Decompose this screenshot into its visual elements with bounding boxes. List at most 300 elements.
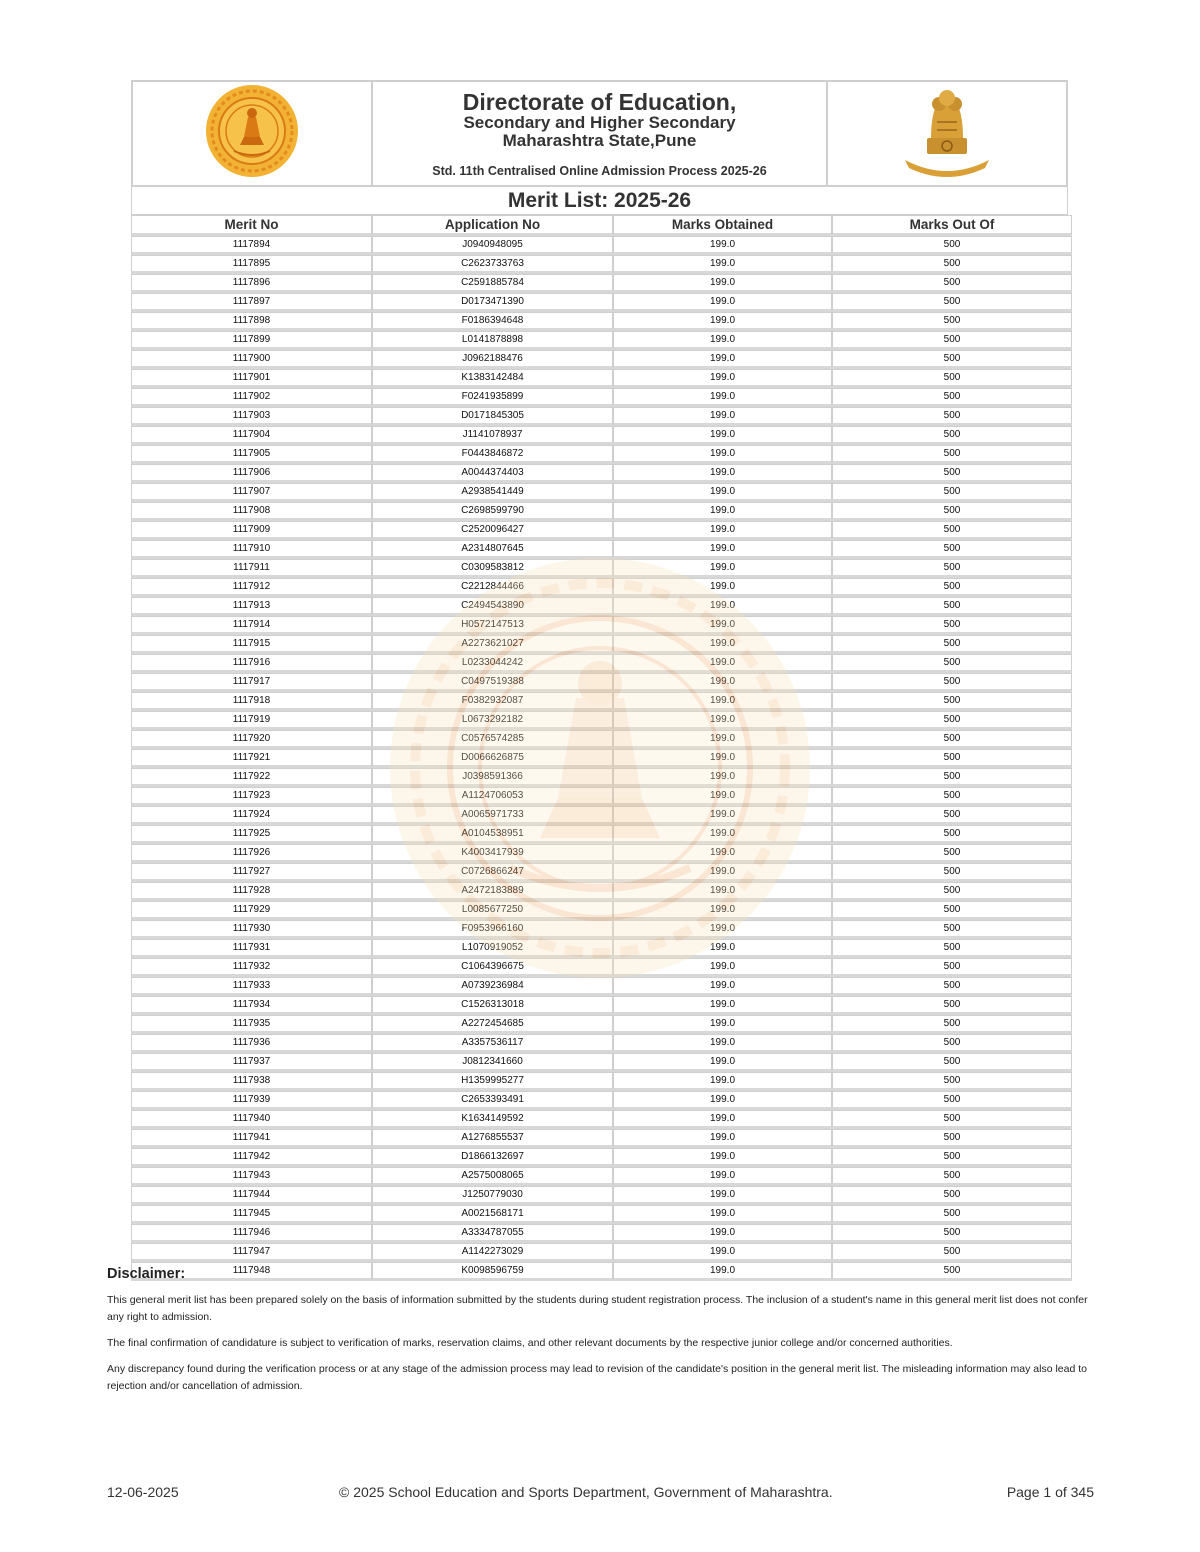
merit-no-cell: 1117931 — [131, 939, 372, 958]
marks-out-of-cell: 500 — [832, 1034, 1072, 1053]
merit-no-cell: 1117947 — [131, 1243, 372, 1262]
table-row — [131, 863, 1072, 882]
marks-out-of-cell: 500 — [832, 255, 1072, 274]
disclaimer-section — [107, 1266, 1097, 1404]
merit-no-cell: 1117912 — [131, 578, 372, 597]
merit-no-cell: 1117921 — [131, 749, 372, 768]
application-no-cell: H0572147513 — [372, 616, 613, 635]
marks-out-of-cell: 500 — [832, 1167, 1072, 1186]
footer-copyright: © 2025 School Education and Sports Department, Government of Maharashtra. — [339, 1484, 833, 1500]
application-no-cell: F0953966160 — [372, 920, 613, 939]
application-no-cell: D0171845305 — [372, 407, 613, 426]
ashoka-emblem-icon — [897, 82, 997, 180]
application-no-cell: C2591885784 — [372, 274, 613, 293]
application-no-cell: F0186394648 — [372, 312, 613, 331]
application-no-cell: K1383142484 — [372, 369, 613, 388]
table-row — [131, 1167, 1072, 1186]
marks-out-of-cell: 500 — [832, 502, 1072, 521]
merit-no-cell: 1117913 — [131, 597, 372, 616]
table-row — [131, 977, 1072, 996]
marks-obtained-cell: 199.0 — [613, 939, 832, 958]
marks-obtained-cell: 199.0 — [613, 597, 832, 616]
table-row — [131, 350, 1072, 369]
merit-no-cell: 1117909 — [131, 521, 372, 540]
marks-obtained-cell: 199.0 — [613, 236, 832, 255]
disclaimer-heading: Disclaimer: — [107, 1266, 186, 1282]
application-no-cell: F0241935899 — [372, 388, 613, 407]
merit-no-cell: 1117941 — [131, 1129, 372, 1148]
marks-obtained-cell: 199.0 — [613, 768, 832, 787]
merit-no-cell: 1117927 — [131, 863, 372, 882]
marks-obtained-cell: 199.0 — [613, 977, 832, 996]
marks-obtained-cell: 199.0 — [613, 616, 832, 635]
marks-out-of-cell: 500 — [832, 464, 1072, 483]
table-row — [131, 825, 1072, 844]
table-row — [131, 768, 1072, 787]
application-no-cell: L1070919052 — [372, 939, 613, 958]
merit-no-cell: 1117940 — [131, 1110, 372, 1129]
table-row — [131, 787, 1072, 806]
marks-out-of-cell: 500 — [832, 1110, 1072, 1129]
marks-out-of-cell: 500 — [832, 920, 1072, 939]
marks-out-of-cell: 500 — [832, 1205, 1072, 1224]
marks-out-of-cell: 500 — [832, 1186, 1072, 1205]
table-row — [131, 1186, 1072, 1205]
marks-out-of-cell: 500 — [832, 749, 1072, 768]
application-no-cell: J0812341660 — [372, 1053, 613, 1072]
marks-obtained-cell: 199.0 — [613, 1186, 832, 1205]
merit-list-document — [131, 80, 1068, 1281]
merit-no-cell: 1117943 — [131, 1167, 372, 1186]
table-row — [131, 616, 1072, 635]
marks-obtained-cell: 199.0 — [613, 1262, 832, 1281]
application-no-cell: K0098596759 — [372, 1262, 613, 1281]
table-row — [131, 597, 1072, 616]
application-no-cell: J1250779030 — [372, 1186, 613, 1205]
table-row — [131, 1091, 1072, 1110]
marks-out-of-cell: 500 — [832, 1262, 1072, 1281]
merit-no-cell: 1117938 — [131, 1072, 372, 1091]
marks-obtained-cell: 199.0 — [613, 1167, 832, 1186]
marks-obtained-cell: 199.0 — [613, 464, 832, 483]
table-row — [131, 844, 1072, 863]
marks-out-of-cell: 500 — [832, 331, 1072, 350]
merit-no-cell: 1117946 — [131, 1224, 372, 1243]
merit-list-title: Merit List: 2025-26 — [131, 187, 1068, 215]
table-row — [131, 749, 1072, 768]
marks-obtained-cell: 199.0 — [613, 749, 832, 768]
application-no-cell: A3334787055 — [372, 1224, 613, 1243]
merit-no-cell: 1117945 — [131, 1205, 372, 1224]
marks-obtained-cell: 199.0 — [613, 578, 832, 597]
application-no-cell: C2212844466 — [372, 578, 613, 597]
application-no-cell: A0044374403 — [372, 464, 613, 483]
marks-obtained-cell: 199.0 — [613, 312, 832, 331]
merit-no-cell: 1117926 — [131, 844, 372, 863]
merit-no-cell: 1117935 — [131, 1015, 372, 1034]
marks-out-of-cell: 500 — [832, 578, 1072, 597]
marks-obtained-cell: 199.0 — [613, 673, 832, 692]
table-row — [131, 559, 1072, 578]
merit-no-cell: 1117900 — [131, 350, 372, 369]
application-no-cell: D0066626875 — [372, 749, 613, 768]
merit-no-cell: 1117895 — [131, 255, 372, 274]
table-row — [131, 1205, 1072, 1224]
column-header-application-no: Application No — [372, 215, 613, 236]
application-no-cell: A0021568171 — [372, 1205, 613, 1224]
merit-no-cell: 1117924 — [131, 806, 372, 825]
header-table — [131, 80, 1068, 187]
application-no-cell: F0382932087 — [372, 692, 613, 711]
merit-no-cell: 1117923 — [131, 787, 372, 806]
marks-out-of-cell: 500 — [832, 445, 1072, 464]
marks-out-of-cell: 500 — [832, 1091, 1072, 1110]
marks-out-of-cell: 500 — [832, 825, 1072, 844]
marks-obtained-cell: 199.0 — [613, 901, 832, 920]
marks-obtained-cell: 199.0 — [613, 1110, 832, 1129]
merit-no-cell: 1117930 — [131, 920, 372, 939]
merit-no-cell: 1117894 — [131, 236, 372, 255]
table-row — [131, 236, 1072, 255]
application-no-cell: A2273621027 — [372, 635, 613, 654]
application-no-cell: K1634149592 — [372, 1110, 613, 1129]
table-row — [131, 502, 1072, 521]
marks-obtained-cell: 199.0 — [613, 426, 832, 445]
application-no-cell: C0309583812 — [372, 559, 613, 578]
marks-obtained-cell: 199.0 — [613, 1091, 832, 1110]
application-no-cell: A1124706053 — [372, 787, 613, 806]
table-row — [131, 901, 1072, 920]
merit-no-cell: 1117936 — [131, 1034, 372, 1053]
footer-date: 12-06-2025 — [107, 1484, 179, 1500]
disclaimer-paragraph-3: Any discrepancy found during the verification process or at any stage of the admission process may lead to revision of the candidate's position in the general merit list. The misleading information may also lead to rejection and/or cancellation of admission. — [107, 1363, 1088, 1392]
application-no-cell: A2938541449 — [372, 483, 613, 502]
merit-no-cell: 1117914 — [131, 616, 372, 635]
table-row — [131, 730, 1072, 749]
application-no-cell: C0497519388 — [372, 673, 613, 692]
marks-out-of-cell: 500 — [832, 426, 1072, 445]
marks-obtained-cell: 199.0 — [613, 445, 832, 464]
merit-no-cell: 1117939 — [131, 1091, 372, 1110]
marks-out-of-cell: 500 — [832, 730, 1072, 749]
maharashtra-seal-icon — [204, 83, 300, 179]
merit-table — [131, 215, 1072, 1281]
header-title-cell — [372, 81, 828, 186]
application-no-cell: A2272454685 — [372, 1015, 613, 1034]
table-row — [131, 1015, 1072, 1034]
column-header-marks-out-of: Marks Out Of — [832, 215, 1072, 236]
marks-obtained-cell: 199.0 — [613, 920, 832, 939]
table-row — [131, 331, 1072, 350]
marks-out-of-cell: 500 — [832, 863, 1072, 882]
marks-obtained-cell: 199.0 — [613, 825, 832, 844]
application-no-cell: J0398591366 — [372, 768, 613, 787]
marks-obtained-cell: 199.0 — [613, 996, 832, 1015]
application-no-cell: L0233044242 — [372, 654, 613, 673]
marks-out-of-cell: 500 — [832, 293, 1072, 312]
marks-out-of-cell: 500 — [832, 1243, 1072, 1262]
table-row — [131, 369, 1072, 388]
table-row — [131, 445, 1072, 464]
table-row — [131, 1053, 1072, 1072]
application-no-cell: C1526313018 — [372, 996, 613, 1015]
marks-obtained-cell: 199.0 — [613, 540, 832, 559]
table-row — [131, 1148, 1072, 1167]
column-header-merit-no: Merit No — [131, 215, 372, 236]
marks-out-of-cell: 500 — [832, 768, 1072, 787]
marks-out-of-cell: 500 — [832, 787, 1072, 806]
admission-process-title: Std. 11th Centralised Online Admission Process 2025-26 — [432, 163, 767, 178]
marks-out-of-cell: 500 — [832, 369, 1072, 388]
table-row — [131, 464, 1072, 483]
merit-no-cell: 1117898 — [131, 312, 372, 331]
marks-out-of-cell: 500 — [832, 654, 1072, 673]
table-row — [131, 673, 1072, 692]
application-no-cell: C2520096427 — [372, 521, 613, 540]
marks-obtained-cell: 199.0 — [613, 730, 832, 749]
merit-no-cell: 1117933 — [131, 977, 372, 996]
marks-obtained-cell: 199.0 — [613, 654, 832, 673]
marks-out-of-cell: 500 — [832, 1072, 1072, 1091]
application-no-cell: D0173471390 — [372, 293, 613, 312]
application-no-cell: C1064396675 — [372, 958, 613, 977]
application-no-cell: L0085677250 — [372, 901, 613, 920]
marks-out-of-cell: 500 — [832, 673, 1072, 692]
table-row — [131, 255, 1072, 274]
merit-no-cell: 1117922 — [131, 768, 372, 787]
merit-no-cell: 1117910 — [131, 540, 372, 559]
table-row — [131, 483, 1072, 502]
table-row — [131, 407, 1072, 426]
marks-out-of-cell: 500 — [832, 1053, 1072, 1072]
column-header-marks-obtained: Marks Obtained — [613, 215, 832, 236]
merit-no-cell: 1117934 — [131, 996, 372, 1015]
table-row — [131, 882, 1072, 901]
table-row — [131, 939, 1072, 958]
table-body — [131, 236, 1072, 1281]
merit-no-cell: 1117906 — [131, 464, 372, 483]
application-no-cell: A2314807645 — [372, 540, 613, 559]
marks-obtained-cell: 199.0 — [613, 1243, 832, 1262]
marks-obtained-cell: 199.0 — [613, 882, 832, 901]
marks-obtained-cell: 199.0 — [613, 958, 832, 977]
marks-obtained-cell: 199.0 — [613, 559, 832, 578]
application-no-cell: L0141878898 — [372, 331, 613, 350]
merit-no-cell: 1117942 — [131, 1148, 372, 1167]
marks-out-of-cell: 500 — [832, 1015, 1072, 1034]
table-row — [131, 996, 1072, 1015]
table-row — [131, 1224, 1072, 1243]
marks-out-of-cell: 500 — [832, 312, 1072, 331]
disclaimer-paragraph-2: The final confirmation of candidature is subject to verification of marks, reservation claims, and other relevant documents by the respective junior college and/or concerned authorities. — [107, 1337, 953, 1349]
table-row — [131, 1129, 1072, 1148]
application-no-cell: C2494543890 — [372, 597, 613, 616]
application-no-cell: C0726866247 — [372, 863, 613, 882]
marks-out-of-cell: 500 — [832, 939, 1072, 958]
marks-out-of-cell: 500 — [832, 407, 1072, 426]
marks-obtained-cell: 199.0 — [613, 521, 832, 540]
application-no-cell: A0739236984 — [372, 977, 613, 996]
table-row — [131, 711, 1072, 730]
application-no-cell: A1276855537 — [372, 1129, 613, 1148]
merit-no-cell: 1117901 — [131, 369, 372, 388]
table-row — [131, 540, 1072, 559]
marks-out-of-cell: 500 — [832, 521, 1072, 540]
marks-obtained-cell: 199.0 — [613, 483, 832, 502]
application-no-cell: F0443846872 — [372, 445, 613, 464]
application-no-cell: A1142273029 — [372, 1243, 613, 1262]
application-no-cell: A3357536117 — [372, 1034, 613, 1053]
merit-no-cell: 1117897 — [131, 293, 372, 312]
merit-no-cell: 1117919 — [131, 711, 372, 730]
disclaimer-paragraph-1: This general merit list has been prepared solely on the basis of information submitted by the students during student registration process. The inclusion of a student's name in this general merit list does not confer any right to admission. — [107, 1294, 1088, 1323]
table-row — [131, 312, 1072, 331]
marks-out-of-cell: 500 — [832, 958, 1072, 977]
directorate-title: Directorate of Education, — [462, 88, 737, 115]
footer-page-number: Page 1 of 345 — [1006, 1484, 1094, 1500]
merit-no-cell: 1117928 — [131, 882, 372, 901]
right-logo-cell — [827, 81, 1067, 186]
marks-out-of-cell: 500 — [832, 844, 1072, 863]
marks-out-of-cell: 500 — [832, 901, 1072, 920]
table-row — [131, 654, 1072, 673]
marks-out-of-cell: 500 — [832, 977, 1072, 996]
application-no-cell: D1866132697 — [372, 1148, 613, 1167]
merit-no-cell: 1117903 — [131, 407, 372, 426]
application-no-cell: A0065971733 — [372, 806, 613, 825]
merit-no-cell: 1117904 — [131, 426, 372, 445]
application-no-cell: C0576574285 — [372, 730, 613, 749]
marks-out-of-cell: 500 — [832, 996, 1072, 1015]
table-row — [131, 958, 1072, 977]
table-row — [131, 1072, 1072, 1091]
table-row — [131, 426, 1072, 445]
marks-obtained-cell: 199.0 — [613, 407, 832, 426]
marks-obtained-cell: 199.0 — [613, 369, 832, 388]
marks-obtained-cell: 199.0 — [613, 692, 832, 711]
marks-obtained-cell: 199.0 — [613, 1129, 832, 1148]
marks-obtained-cell: 199.0 — [613, 863, 832, 882]
merit-no-cell: 1117948 — [131, 1262, 372, 1281]
marks-obtained-cell: 199.0 — [613, 635, 832, 654]
marks-obtained-cell: 199.0 — [613, 274, 832, 293]
application-no-cell: A2575008065 — [372, 1167, 613, 1186]
marks-obtained-cell: 199.0 — [613, 293, 832, 312]
table-row — [131, 1243, 1072, 1262]
merit-no-cell: 1117944 — [131, 1186, 372, 1205]
application-no-cell: A2472183889 — [372, 882, 613, 901]
table-row — [131, 920, 1072, 939]
marks-obtained-cell: 199.0 — [613, 350, 832, 369]
table-row — [131, 806, 1072, 825]
table-row — [131, 521, 1072, 540]
application-no-cell: C2623733763 — [372, 255, 613, 274]
marks-obtained-cell: 199.0 — [613, 1205, 832, 1224]
application-no-cell: H1359995277 — [372, 1072, 613, 1091]
directorate-location: Maharashtra State,Pune — [502, 130, 697, 150]
marks-obtained-cell: 199.0 — [613, 502, 832, 521]
marks-out-of-cell: 500 — [832, 597, 1072, 616]
merit-no-cell: 1117896 — [131, 274, 372, 293]
marks-obtained-cell: 199.0 — [613, 331, 832, 350]
marks-obtained-cell: 199.0 — [613, 711, 832, 730]
marks-out-of-cell: 500 — [832, 236, 1072, 255]
application-no-cell: J1141078937 — [372, 426, 613, 445]
application-no-cell: A0104538951 — [372, 825, 613, 844]
marks-out-of-cell: 500 — [832, 274, 1072, 293]
merit-no-cell: 1117905 — [131, 445, 372, 464]
marks-obtained-cell: 199.0 — [613, 1224, 832, 1243]
application-no-cell: C2653393491 — [372, 1091, 613, 1110]
merit-no-cell: 1117932 — [131, 958, 372, 977]
table-row — [131, 1110, 1072, 1129]
marks-out-of-cell: 500 — [832, 540, 1072, 559]
marks-out-of-cell: 500 — [832, 483, 1072, 502]
table-header-row — [131, 215, 1072, 236]
table-row — [131, 692, 1072, 711]
merit-no-cell: 1117929 — [131, 901, 372, 920]
marks-obtained-cell: 199.0 — [613, 1072, 832, 1091]
application-no-cell: C2698599790 — [372, 502, 613, 521]
application-no-cell: J0940948095 — [372, 236, 613, 255]
application-no-cell: K4003417939 — [372, 844, 613, 863]
marks-out-of-cell: 500 — [832, 806, 1072, 825]
marks-out-of-cell: 500 — [832, 1224, 1072, 1243]
marks-out-of-cell: 500 — [832, 388, 1072, 407]
merit-no-cell: 1117915 — [131, 635, 372, 654]
merit-no-cell: 1117937 — [131, 1053, 372, 1072]
marks-obtained-cell: 199.0 — [613, 787, 832, 806]
merit-no-cell: 1117899 — [131, 331, 372, 350]
marks-obtained-cell: 199.0 — [613, 255, 832, 274]
merit-no-cell: 1117911 — [131, 559, 372, 578]
application-no-cell: J0962188476 — [372, 350, 613, 369]
table-row — [131, 635, 1072, 654]
merit-no-cell: 1117902 — [131, 388, 372, 407]
table-row — [131, 293, 1072, 312]
marks-obtained-cell: 199.0 — [613, 1034, 832, 1053]
marks-obtained-cell: 199.0 — [613, 1015, 832, 1034]
merit-no-cell: 1117916 — [131, 654, 372, 673]
application-no-cell: L0673292182 — [372, 711, 613, 730]
marks-out-of-cell: 500 — [832, 350, 1072, 369]
marks-out-of-cell: 500 — [832, 882, 1072, 901]
merit-no-cell: 1117907 — [131, 483, 372, 502]
table-row — [131, 578, 1072, 597]
marks-out-of-cell: 500 — [832, 559, 1072, 578]
merit-no-cell: 1117920 — [131, 730, 372, 749]
marks-out-of-cell: 500 — [832, 635, 1072, 654]
marks-out-of-cell: 500 — [832, 616, 1072, 635]
marks-obtained-cell: 199.0 — [613, 844, 832, 863]
left-logo-cell — [132, 81, 372, 186]
marks-out-of-cell: 500 — [832, 1129, 1072, 1148]
merit-no-cell: 1117908 — [131, 502, 372, 521]
marks-obtained-cell: 199.0 — [613, 806, 832, 825]
marks-obtained-cell: 199.0 — [613, 1053, 832, 1072]
marks-out-of-cell: 500 — [832, 711, 1072, 730]
table-row — [131, 1034, 1072, 1053]
marks-out-of-cell: 500 — [832, 1148, 1072, 1167]
merit-no-cell: 1117918 — [131, 692, 372, 711]
marks-obtained-cell: 199.0 — [613, 388, 832, 407]
table-row — [131, 274, 1072, 293]
merit-no-cell: 1117917 — [131, 673, 372, 692]
directorate-subtitle: Secondary and Higher Secondary — [463, 112, 736, 132]
table-row — [131, 388, 1072, 407]
marks-obtained-cell: 199.0 — [613, 1148, 832, 1167]
merit-no-cell: 1117925 — [131, 825, 372, 844]
